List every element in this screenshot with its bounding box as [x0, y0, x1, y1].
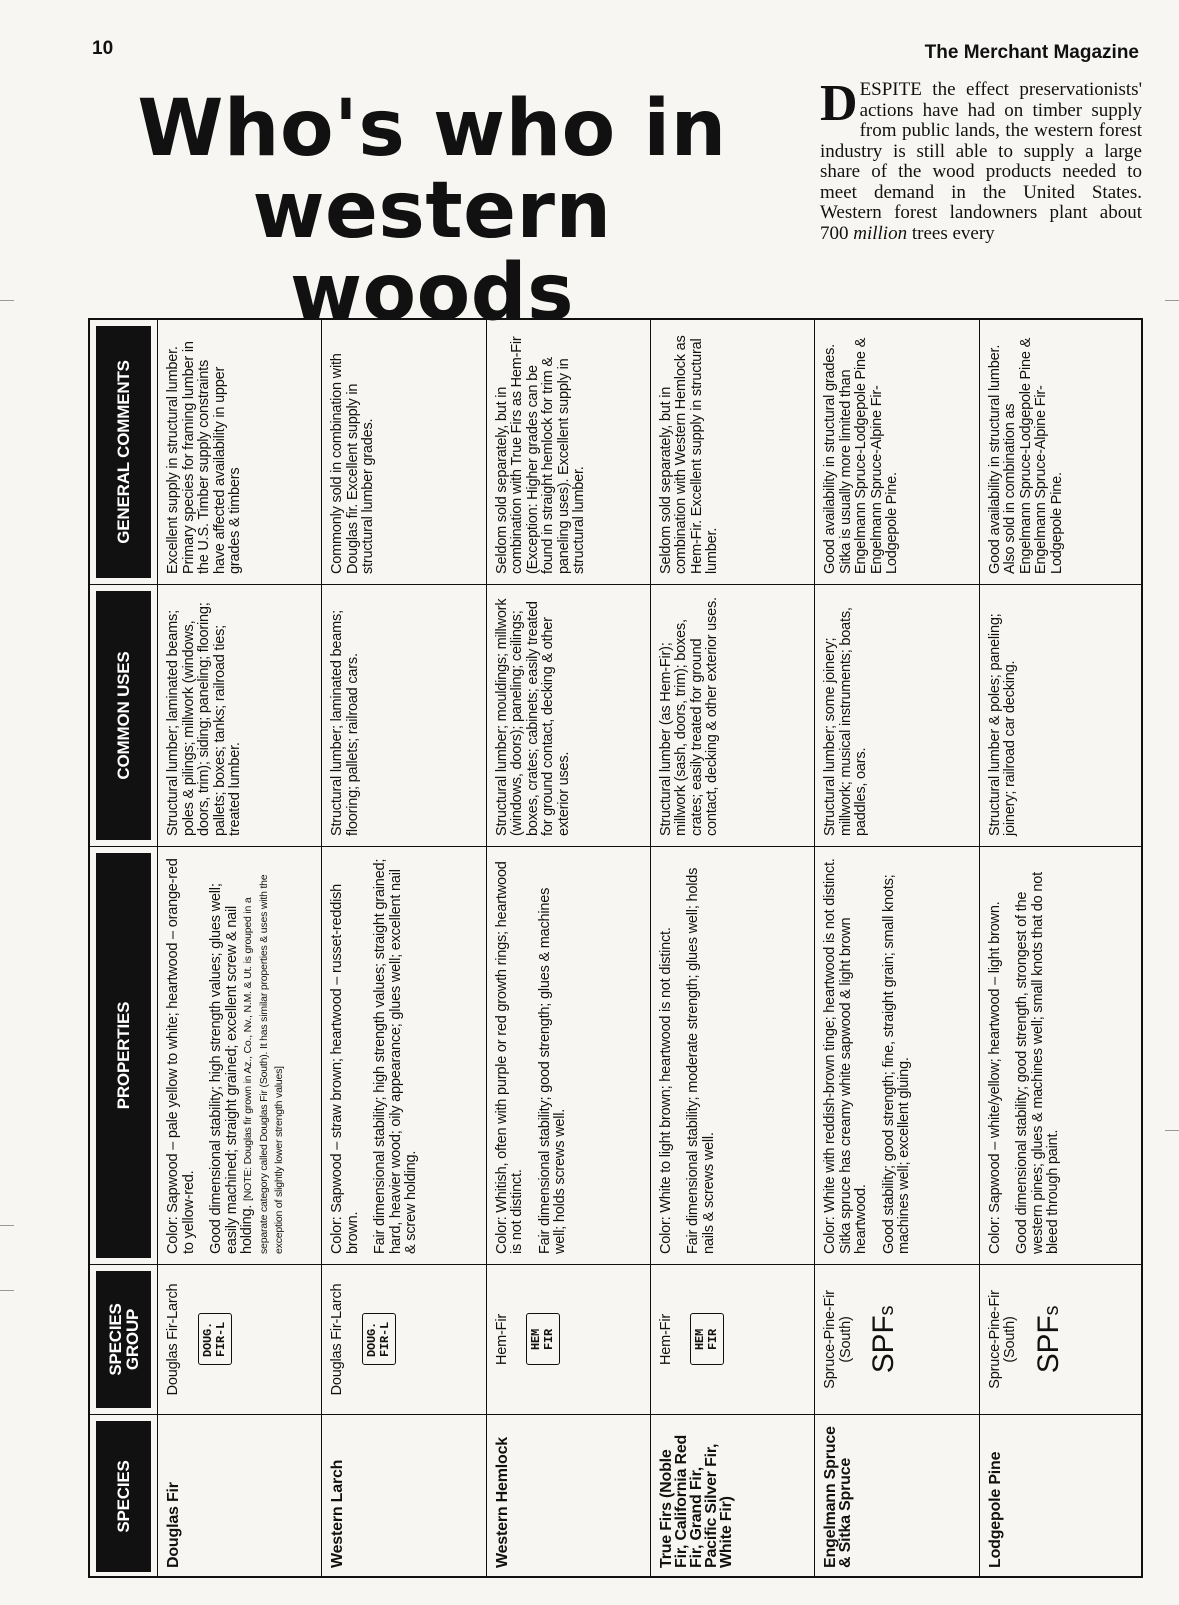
table-row — [158, 320, 322, 1578]
headline-line-2: western woods — [252, 166, 612, 338]
grade-stamp — [1033, 1275, 1068, 1404]
uses-cell: Structural lumber & poles; paneling; joinery; railroad car decking. — [980, 584, 1143, 846]
intro-paragraph — [820, 75, 1142, 244]
header-label: GENERAL COMMENTS — [96, 326, 151, 578]
table-row — [815, 320, 979, 1578]
stamp-line: HEM — [529, 1329, 544, 1351]
species-cell — [158, 1414, 321, 1578]
properties-color: Color: Sapwood – straw brown; heartwood – russet-reddish brown. — [329, 883, 361, 1254]
properties-cell — [651, 846, 814, 1264]
species-cell — [322, 1414, 485, 1578]
species-name: Western Hemlock — [493, 1437, 511, 1568]
stamp-line: DOUG. — [200, 1322, 215, 1358]
table-header-row — [90, 320, 158, 1578]
group-cell — [322, 1264, 485, 1414]
species-name: Engelmann Spruce & Sitka Spruce — [822, 1426, 855, 1568]
comments-cell: Good availability in structural lumber. Also sold in combination as Engelmann Spruce-Lodgepole Pine & Engelmann Spruce-Alpine Fir-Lodgepole Pine. — [986, 337, 1065, 574]
uses-cell: Structural lumber; laminated beams; poles & pilings; millwork (windows, doors, trim); siding; paneling; flooring; pallets; boxes; tanks; railroad ties; treated lumber. — [158, 584, 321, 846]
comments-cell: Good availability in structural grades. Sitka is usually more limited than Engelmann Spruce-Lodgepole Pine & Engelmann Spruce-Alpine Fir-Lodgepole Pine. — [822, 337, 901, 574]
stamp-line: FIR — [542, 1329, 557, 1351]
header-general-comments — [90, 320, 157, 584]
table-row — [651, 320, 815, 1578]
stamp-line: FIR — [706, 1329, 721, 1351]
group-cell — [651, 1264, 814, 1414]
uses-cell: Structural lumber; laminated beams; flooring; pallets; railroad cars. — [322, 584, 485, 846]
table-row — [487, 320, 651, 1578]
stamp-line: s — [1040, 1305, 1063, 1316]
species-cell — [815, 1414, 978, 1578]
header-label: SPECIES — [96, 1421, 151, 1572]
comments-cell: Seldom sold separately, but in combination with True Firs as Hem-Fir (Exception: Higher grades can be found in straight hemlock for trim & paneling uses). Excellent supply in structural lumber. — [493, 336, 588, 574]
group-name: Hem-Fir — [657, 1314, 674, 1365]
grade-stamp — [526, 1314, 560, 1366]
species-cell — [487, 1414, 650, 1578]
stamp-line: FIR-L — [213, 1322, 228, 1358]
grade-stamp — [198, 1314, 232, 1366]
properties-color: Color: Whitish, often with purple or red growth rings; heartwood is not distinct. — [493, 861, 526, 1254]
stamp-line: HEM — [693, 1329, 708, 1351]
margin-mark — [1165, 300, 1179, 301]
header-species-group — [90, 1264, 157, 1414]
margin-mark — [0, 300, 14, 301]
properties-characteristics: Fair dimensional stability; high strength values; straight grained; hard, heavier wood; oily appearance; glues well; excellent nail & screw holding. — [372, 858, 420, 1254]
header-label: COMMON USES — [96, 591, 151, 840]
table-row — [322, 320, 486, 1578]
magazine-title: The Merchant Magazine — [924, 42, 1139, 63]
header-label: SPECIES GROUP — [96, 1271, 151, 1408]
intro-emphasis: million — [853, 222, 908, 244]
grade-stamp — [362, 1314, 396, 1366]
group-name: Douglas Fir-Larch — [329, 1283, 346, 1396]
species-name: True Firs (Noble Fir, California Red Fir, Grand Fir, Pacific Silver Fir, White Fir) — [657, 1434, 735, 1568]
species-cell — [980, 1414, 1143, 1578]
properties-characteristics: Fair dimensional stability; good strength; glues & machines well; holds screws well. — [536, 887, 569, 1254]
group-name: Spruce-Pine-Fir (South) — [822, 1290, 854, 1389]
header-label: PROPERTIES — [96, 853, 151, 1258]
properties-text: Good dimensional stability; high strength values; glues well; easily machined; straight grained; excellent screw & nail holding. — [208, 883, 255, 1254]
properties-cell — [815, 846, 978, 1264]
group-name: Douglas Fir-Larch — [165, 1283, 181, 1396]
properties-color: Color: White to light brown; heartwood is not distinct. — [657, 927, 674, 1254]
uses-cell: Structural lumber (as Hem-Fir); millwork (sash, doors, trim); boxes, crates; easily treated for ground contact, decking & other exterior uses. — [651, 584, 814, 846]
properties-characteristics: Good dimensional stability; good strength, strongest of the western pines; glues & machines well; small knots that do not bleed through paint. — [1014, 872, 1062, 1254]
properties-cell — [980, 846, 1143, 1264]
uses-cell: Structural lumber; some joinery; millwork; musical instruments; boats, paddles, oars. — [815, 584, 978, 846]
intro-text-start: ESPITE the effect preservationists' actions have had on timber supply from public lands, the western forest industry is still able to supply a large share of the wood products needed to meet demand in the United States. Western forest landowners plant about 700 — [820, 79, 1142, 244]
species-name: Lodgepole Pine — [986, 1451, 1004, 1568]
comments-cell: Commonly sold in combination with Douglas fir. Excellent supply in structural lumber grades. — [329, 353, 377, 574]
group-cell — [980, 1264, 1143, 1414]
group-cell — [487, 1264, 650, 1414]
header-properties — [90, 846, 157, 1264]
page-number: 10 — [92, 38, 114, 59]
uses-cell: Structural lumber; mouldings; millwork (windows, doors); paneling; ceilings; boxes, crates; cabinets; easily treated for ground contact, decking & other exterior uses. — [487, 584, 650, 846]
table-row — [980, 320, 1143, 1578]
header-species — [90, 1414, 157, 1578]
stamp-line: SPF — [1031, 1315, 1065, 1374]
properties-note: [NOTE: Douglas fir grown in Az., Co., Nv., N.M. & Ut. is grouped in a separate category called Douglas Fir (South). It has similar properties & uses with the exception of slightly lower strength values] — [242, 874, 285, 1254]
table-rotated-body — [90, 320, 1143, 1578]
properties-color: Color: Sapwood – white/yellow; heartwood – light brown. — [986, 901, 1003, 1254]
species-cell — [651, 1414, 814, 1578]
headline — [112, 84, 752, 338]
properties-characteristics — [209, 857, 287, 1254]
stamp-line: FIR-L — [377, 1322, 392, 1358]
group-name: Hem-Fir — [493, 1314, 510, 1365]
species-name: Western Larch — [329, 1459, 347, 1568]
group-cell — [158, 1264, 321, 1414]
properties-color: Color: White with reddish-brown tinge; heartwood is not distinct. Sitka spruce has creamy white sapwood & light brown heartwood. — [822, 858, 870, 1254]
properties-color: Color: Sapwood – pale yellow to white; heartwood – orange-red to yellow-red. — [165, 858, 197, 1254]
properties-cell — [487, 846, 650, 1264]
stamp-line: s — [876, 1305, 899, 1316]
properties-cell — [158, 846, 321, 1264]
margin-mark — [0, 1225, 14, 1226]
header-common-uses — [90, 584, 157, 846]
margin-mark — [0, 1290, 14, 1291]
species-name: Douglas Fir — [165, 1482, 182, 1568]
wood-species-table — [88, 318, 1143, 1578]
stamp-line: DOUG. — [364, 1322, 379, 1358]
properties-characteristics: Fair dimensional stability; moderate strength; glues well; holds nails & screws well. — [685, 867, 717, 1254]
headline-line-1: Who's who in — [137, 84, 727, 174]
margin-mark — [1165, 1130, 1179, 1131]
comments-cell: Seldom sold separately, but in combination with Western Hemlock as Hem-Fir. Excellent supply in structural lumber. — [657, 335, 721, 574]
properties-characteristics: Good stability; good strength; fine, straight grain; small knots; machines well; excellent gluing. — [880, 874, 913, 1254]
grade-stamp — [690, 1314, 724, 1366]
properties-cell — [322, 846, 485, 1264]
group-cell — [815, 1264, 978, 1414]
intro-text-end: trees every — [907, 222, 995, 244]
comments-cell: Excellent supply in structural lumber. Primary species for framing lumber in the U.S. Timber supply constraints have affected availability in upper grades & timbers — [165, 341, 243, 574]
grade-stamp — [868, 1275, 903, 1404]
stamp-line: SPF — [867, 1315, 901, 1374]
drop-cap: D — [820, 75, 858, 132]
group-name: Spruce-Pine-Fir (South) — [986, 1290, 1019, 1389]
